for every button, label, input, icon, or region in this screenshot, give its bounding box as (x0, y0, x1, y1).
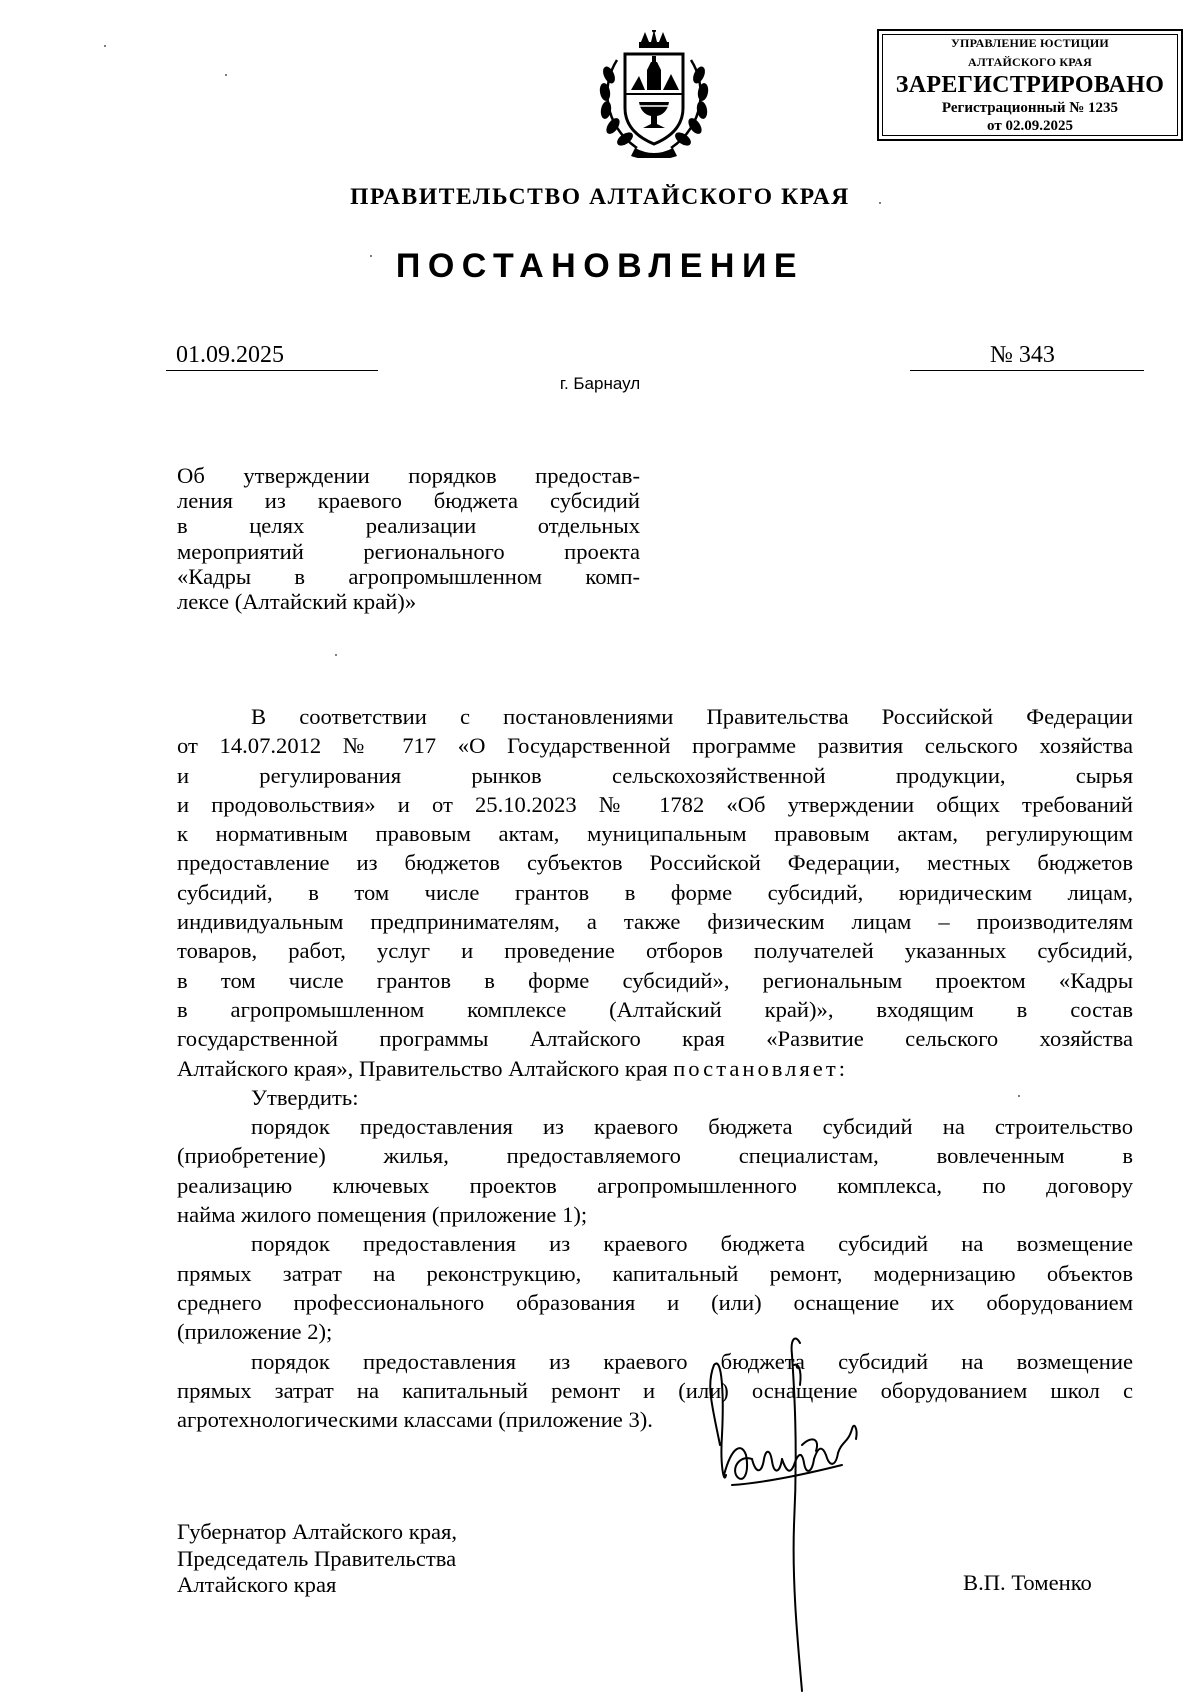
item1-line: найма жилого помещения (приложение 1); (177, 1202, 588, 1228)
body-line: государственной программы Алтайского края «Развитие сельского хозяйства (177, 1026, 1133, 1052)
handwritten-signature (702, 1325, 912, 1696)
item3-line: порядок предоставления из краевого бюджета субсидий на возмещение (251, 1348, 1133, 1374)
document-number: № 343 (910, 340, 1144, 371)
body-line: товаров, работ, услуг и проведение отборов получателей указанных субсидий, (177, 938, 1133, 964)
coat-of-arms-icon (595, 30, 713, 158)
item2-line: прямых затрат на реконструкцию, капитальный ремонт, модернизацию объектов (177, 1260, 1133, 1286)
item2-line: среднего профессионального образования и (или) оснащение их оборудованием (177, 1289, 1133, 1315)
subject-line: Об утверждении порядков предостав- (177, 463, 640, 488)
body-line: в том числе грантов в форме субсидий», региональным проектом «Кадры (177, 967, 1133, 993)
subject-line: «Кадры в агропромышленном комп- (177, 563, 640, 589)
item1-line: порядок предоставления из краевого бюджета субсидий на строительство (251, 1114, 1133, 1140)
scan-speck (335, 654, 337, 656)
body-line: от 14.07.2012 № 717 «О Государственной программе развития сельского хозяйства (177, 733, 1133, 759)
item3-line: прямых затрат на капитальный ремонт и (или) оснащение оборудованием школ с (177, 1377, 1133, 1403)
document-city: г. Барнаул (559, 374, 641, 393)
stamp-title: ЗАРЕГИСТРИРОВАНО (895, 72, 1165, 98)
scan-speck (1018, 1095, 1020, 1097)
scan-speck (104, 45, 106, 47)
stamp-reg-number: Регистрационный № 1235 (941, 100, 1119, 116)
preamble-last-text: Алтайского края», Правительство Алтайского края (177, 1055, 668, 1081)
position-line: Председатель Правительства (177, 1545, 457, 1571)
item3-line: агротехнологическими классами (приложение 3). (177, 1407, 653, 1433)
stamp-date: от 02.09.2025 (987, 118, 1073, 134)
subject-line: ления из краевого бюджета субсидий (177, 488, 640, 514)
position-line: Губернатор Алтайского края, (177, 1519, 458, 1544)
document-type-title: ПОСТАНОВЛЕНИЕ (395, 247, 805, 285)
item2-line: порядок предоставления из краевого бюджета субсидий на возмещение (251, 1231, 1133, 1257)
item1-line: (приобретение) жилья, предоставляемого специалистам, вовлеченным в (177, 1143, 1133, 1169)
body-line-decree (177, 1054, 1133, 1083)
body-line: субсидий, в том числе грантов в форме субсидий, юридическим лицам, (177, 879, 1133, 905)
subject-line: в целях реализации отдельных (177, 513, 640, 539)
stamp-org-line1: УПРАВЛЕНИЕ ЮСТИЦИИ (951, 36, 1109, 50)
body-line: к нормативным правовым актам, муниципальным правовым актам, регулирующим (177, 821, 1133, 847)
approve-line: Утвердить: (251, 1084, 359, 1110)
body-line: индивидуальным предпринимателям, а также физическим лицам – производителям (177, 909, 1133, 935)
signatory-position (177, 1519, 457, 1599)
document-subject (177, 463, 640, 614)
government-title: ПРАВИТЕЛЬСТВО АЛТАЙСКОГО КРАЯ (350, 184, 850, 210)
subject-line: лексе (Алтайский край)» (177, 588, 417, 614)
item1-line: реализацию ключевых проектов агропромышленного комплекса, по договору (177, 1172, 1133, 1198)
item2-line: (приложение 2); (177, 1319, 333, 1345)
body-line: и регулирования рынков сельскохозяйственной продукции, сырья (177, 762, 1133, 788)
registration-stamp (877, 29, 1183, 141)
signatory-name: В.П. Томенко (963, 1570, 1092, 1595)
body-line: в агропромышленном комплексе (Алтайский край)», входящим в состав (177, 996, 1133, 1022)
body-line: и продовольствия» и от 25.10.2023 № 1782 «Об утверждении общих требований (177, 791, 1133, 817)
document-date: 01.09.2025 (166, 340, 378, 371)
scan-speck (879, 202, 881, 204)
scan-speck (225, 74, 227, 76)
subject-line: мероприятий регионального проекта (177, 538, 640, 564)
decree-word: постановляет: (673, 1055, 848, 1081)
position-line: Алтайского края (177, 1572, 337, 1597)
body-line: В соответствии с постановлениями Правительства Российской Федерации (251, 704, 1133, 729)
document-body (177, 702, 1133, 1434)
body-line: предоставление из бюджетов субъектов Российской Федерации, местных бюджетов (177, 850, 1133, 876)
stamp-org-line2: АЛТАЙСКОГО КРАЯ (968, 55, 1092, 69)
scan-speck (370, 255, 372, 257)
